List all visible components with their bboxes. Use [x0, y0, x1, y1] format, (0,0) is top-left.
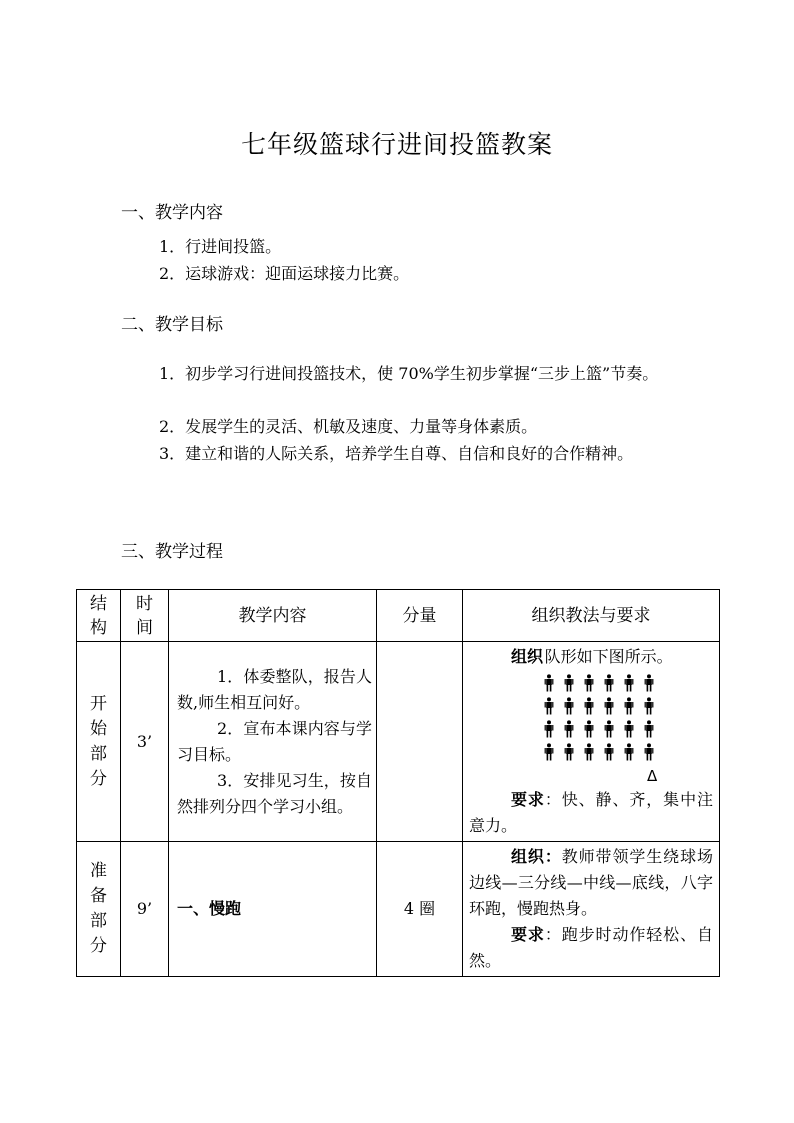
req-line [469, 787, 713, 839]
header-structure-char: 结 [90, 593, 107, 614]
content-item: 1．体委整队，报告人数,师生相互问好。 [177, 666, 372, 712]
row-content [169, 642, 377, 842]
req-line [469, 922, 713, 974]
person-icon [619, 674, 639, 694]
org-text: 队形如下图所示。 [544, 647, 673, 666]
row-structure [77, 842, 121, 977]
table-row [77, 642, 720, 842]
person-icon [599, 674, 619, 694]
row-amount: 4 圈 [377, 842, 463, 977]
person-icon [539, 674, 559, 694]
section1-item-2: 2．运球游戏：迎面运球接力比赛。 [159, 264, 410, 283]
lesson-process-table [76, 589, 720, 977]
structure-char: 开 [90, 693, 107, 714]
person-icon [639, 743, 659, 763]
person-icon [619, 697, 639, 717]
org-line [469, 644, 713, 670]
person-icon [619, 720, 639, 740]
content-item: 2．宣布本课内容与学习目标。 [177, 718, 372, 764]
person-icon [559, 743, 579, 763]
person-icon [639, 720, 659, 740]
person-icon [579, 697, 599, 717]
person-icon [559, 720, 579, 740]
row-method [463, 842, 720, 977]
table-row [77, 842, 720, 977]
header-method: 组织教法与要求 [463, 590, 720, 642]
person-icon [599, 743, 619, 763]
row-time: 3’ [121, 642, 169, 842]
section1-item-1: 1．行进间投篮。 [159, 237, 282, 256]
teacher-symbol: Δ [647, 767, 658, 785]
person-icon [539, 720, 559, 740]
org-text: 教师带领学生绕球场边线—三分线—中线—底线，八字环跑，慢跑热身。 [469, 847, 713, 918]
person-icon [559, 674, 579, 694]
org-label: 组织 [511, 647, 544, 666]
person-icon [559, 697, 579, 717]
structure-char: 分 [90, 768, 107, 789]
document-title: 七年级篮球行进间投篮教案 [240, 130, 553, 159]
person-icon [639, 697, 659, 717]
req-label: 要求 [511, 925, 545, 944]
section2-item-2: 2．发展学生的灵活、机敏及速度、力量等身体素质。 [159, 417, 538, 436]
req-text: ：跑步时动作轻松、自然。 [469, 925, 713, 970]
header-time [121, 590, 169, 642]
person-icon [579, 720, 599, 740]
header-amount: 分量 [377, 590, 463, 642]
header-content: 教学内容 [169, 590, 377, 642]
row-structure [77, 642, 121, 842]
section3-heading: 三、教学过程 [121, 542, 223, 562]
person-icon [579, 743, 599, 763]
person-icon [539, 697, 559, 717]
structure-char: 部 [90, 911, 107, 931]
row-content [169, 842, 377, 977]
org-line [469, 844, 713, 922]
structure-char: 备 [90, 886, 107, 906]
formation-diagram [539, 674, 659, 763]
header-time-char: 间 [136, 617, 153, 638]
header-structure-char: 构 [90, 617, 107, 638]
req-label: 要求 [511, 790, 545, 809]
row-method [463, 642, 720, 842]
section2-item-3: 3．建立和谐的人际关系，培养学生自尊、自信和良好的合作精神。 [159, 444, 634, 463]
person-icon [599, 697, 619, 717]
req-text: ：快、静、齐，集中注意力。 [469, 790, 713, 835]
row-amount [377, 642, 463, 842]
person-icon [539, 743, 559, 763]
section2-heading: 二、教学目标 [121, 315, 223, 335]
structure-char: 准 [90, 861, 107, 881]
section1-heading: 一、教学内容 [121, 203, 223, 223]
section2-item-1: 1．初步学习行进间投篮技术，使 70%学生初步掌握“三步上篮”节奏。 [159, 364, 659, 383]
content-item: 3．安排见习生，按自然排列分四个学习小组。 [177, 770, 372, 816]
structure-char: 始 [90, 718, 107, 739]
header-time-char: 时 [136, 593, 153, 614]
structure-char: 分 [90, 936, 107, 956]
org-label: 组织： [511, 847, 562, 866]
header-structure [77, 590, 121, 642]
person-icon [599, 720, 619, 740]
person-icon [579, 674, 599, 694]
row-time: 9’ [121, 842, 169, 977]
content-item: 一、慢跑 [177, 899, 242, 918]
table-header-row [77, 590, 720, 642]
person-icon [639, 674, 659, 694]
structure-char: 部 [90, 743, 107, 764]
person-icon [619, 743, 639, 763]
